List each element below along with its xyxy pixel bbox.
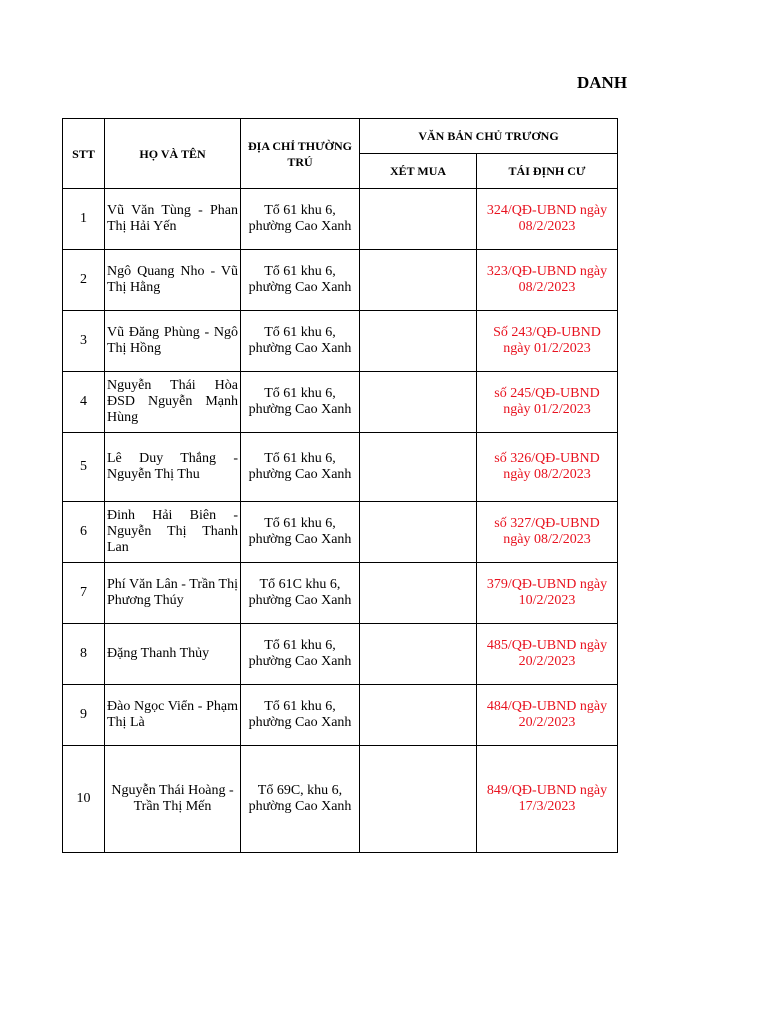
table-row — [63, 685, 618, 746]
cell-stt: 2 — [63, 250, 105, 311]
cell-buy — [360, 502, 477, 563]
cell-stt: 3 — [63, 311, 105, 372]
cell-name: Vũ Văn Tùng - Phan Thị Hải Yến — [105, 189, 241, 250]
cell-buy — [360, 433, 477, 502]
header-resettle: TÁI ĐỊNH CƯ — [477, 154, 618, 189]
cell-buy — [360, 311, 477, 372]
cell-resettle: 849/QĐ-UBND ngày 17/3/2023 — [477, 746, 618, 853]
cell-stt: 5 — [63, 433, 105, 502]
cell-address: Tổ 61 khu 6, phường Cao Xanh — [241, 311, 360, 372]
cell-address: Tổ 61C khu 6, phường Cao Xanh — [241, 563, 360, 624]
cell-name: Lê Duy Thắng - Nguyễn Thị Thu — [105, 433, 241, 502]
header-document-group: VĂN BẢN CHỦ TRƯƠNG — [360, 119, 618, 154]
cell-name: Phí Văn Lân - Trần Thị Phương Thúy — [105, 563, 241, 624]
cell-stt: 4 — [63, 372, 105, 433]
table-row — [63, 372, 618, 433]
header-stt: STT — [63, 119, 105, 189]
table-row — [63, 746, 618, 853]
header-address: ĐỊA CHỈ THƯỜNG TRÚ — [241, 119, 360, 189]
cell-address: Tổ 61 khu 6, phường Cao Xanh — [241, 502, 360, 563]
header-name: HỌ VÀ TÊN — [105, 119, 241, 189]
cell-resettle: 323/QĐ-UBND ngày 08/2/2023 — [477, 250, 618, 311]
cell-address: Tổ 61 khu 6, phường Cao Xanh — [241, 189, 360, 250]
cell-buy — [360, 372, 477, 433]
cell-name: Đinh Hải Biên - Nguyễn Thị Thanh Lan — [105, 502, 241, 563]
cell-buy — [360, 624, 477, 685]
cell-buy — [360, 189, 477, 250]
cell-name: Đặng Thanh Thủy — [105, 624, 241, 685]
cell-resettle: số 326/QĐ-UBND ngày 08/2/2023 — [477, 433, 618, 502]
cell-resettle: số 245/QĐ-UBND ngày 01/2/2023 — [477, 372, 618, 433]
header-buy: XÉT MUA — [360, 154, 477, 189]
household-table — [62, 118, 618, 853]
cell-buy — [360, 250, 477, 311]
cell-resettle: Số 243/QĐ-UBND ngày 01/2/2023 — [477, 311, 618, 372]
cell-name: Ngô Quang Nho - Vũ Thị Hằng — [105, 250, 241, 311]
cell-address: Tổ 61 khu 6, phường Cao Xanh — [241, 433, 360, 502]
cell-address: Tổ 61 khu 6, phường Cao Xanh — [241, 250, 360, 311]
cell-stt: 10 — [63, 746, 105, 853]
cell-resettle: 484/QĐ-UBND ngày 20/2/2023 — [477, 685, 618, 746]
table-row — [63, 250, 618, 311]
cell-buy — [360, 685, 477, 746]
table-row — [63, 433, 618, 502]
cell-address: Tổ 61 khu 6, phường Cao Xanh — [241, 372, 360, 433]
cell-resettle: 379/QĐ-UBND ngày 10/2/2023 — [477, 563, 618, 624]
cell-stt: 7 — [63, 563, 105, 624]
cell-resettle: số 327/QĐ-UBND ngày 08/2/2023 — [477, 502, 618, 563]
table-row — [63, 502, 618, 563]
page-title: DANH — [577, 73, 628, 92]
cell-address: Tổ 69C, khu 6, phường Cao Xanh — [241, 746, 360, 853]
cell-address: Tổ 61 khu 6, phường Cao Xanh — [241, 624, 360, 685]
cell-name: Nguyễn Thái Hòa ĐSD Nguyễn Mạnh Hùng — [105, 372, 241, 433]
table-row — [63, 189, 618, 250]
table-row — [63, 624, 618, 685]
cell-stt: 9 — [63, 685, 105, 746]
table-row — [63, 563, 618, 624]
cell-name: Nguyễn Thái Hoàng - Trần Thị Mến — [105, 746, 241, 853]
cell-address: Tổ 61 khu 6, phường Cao Xanh — [241, 685, 360, 746]
cell-stt: 1 — [63, 189, 105, 250]
cell-stt: 8 — [63, 624, 105, 685]
cell-buy — [360, 746, 477, 853]
cell-name: Đào Ngọc Viển - Phạm Thị Là — [105, 685, 241, 746]
cell-buy — [360, 563, 477, 624]
cell-resettle: 324/QĐ-UBND ngày 08/2/2023 — [477, 189, 618, 250]
cell-stt: 6 — [63, 502, 105, 563]
cell-resettle: 485/QĐ-UBND ngày 20/2/2023 — [477, 624, 618, 685]
table-row — [63, 311, 618, 372]
cell-name: Vũ Đăng Phùng - Ngô Thị Hồng — [105, 311, 241, 372]
